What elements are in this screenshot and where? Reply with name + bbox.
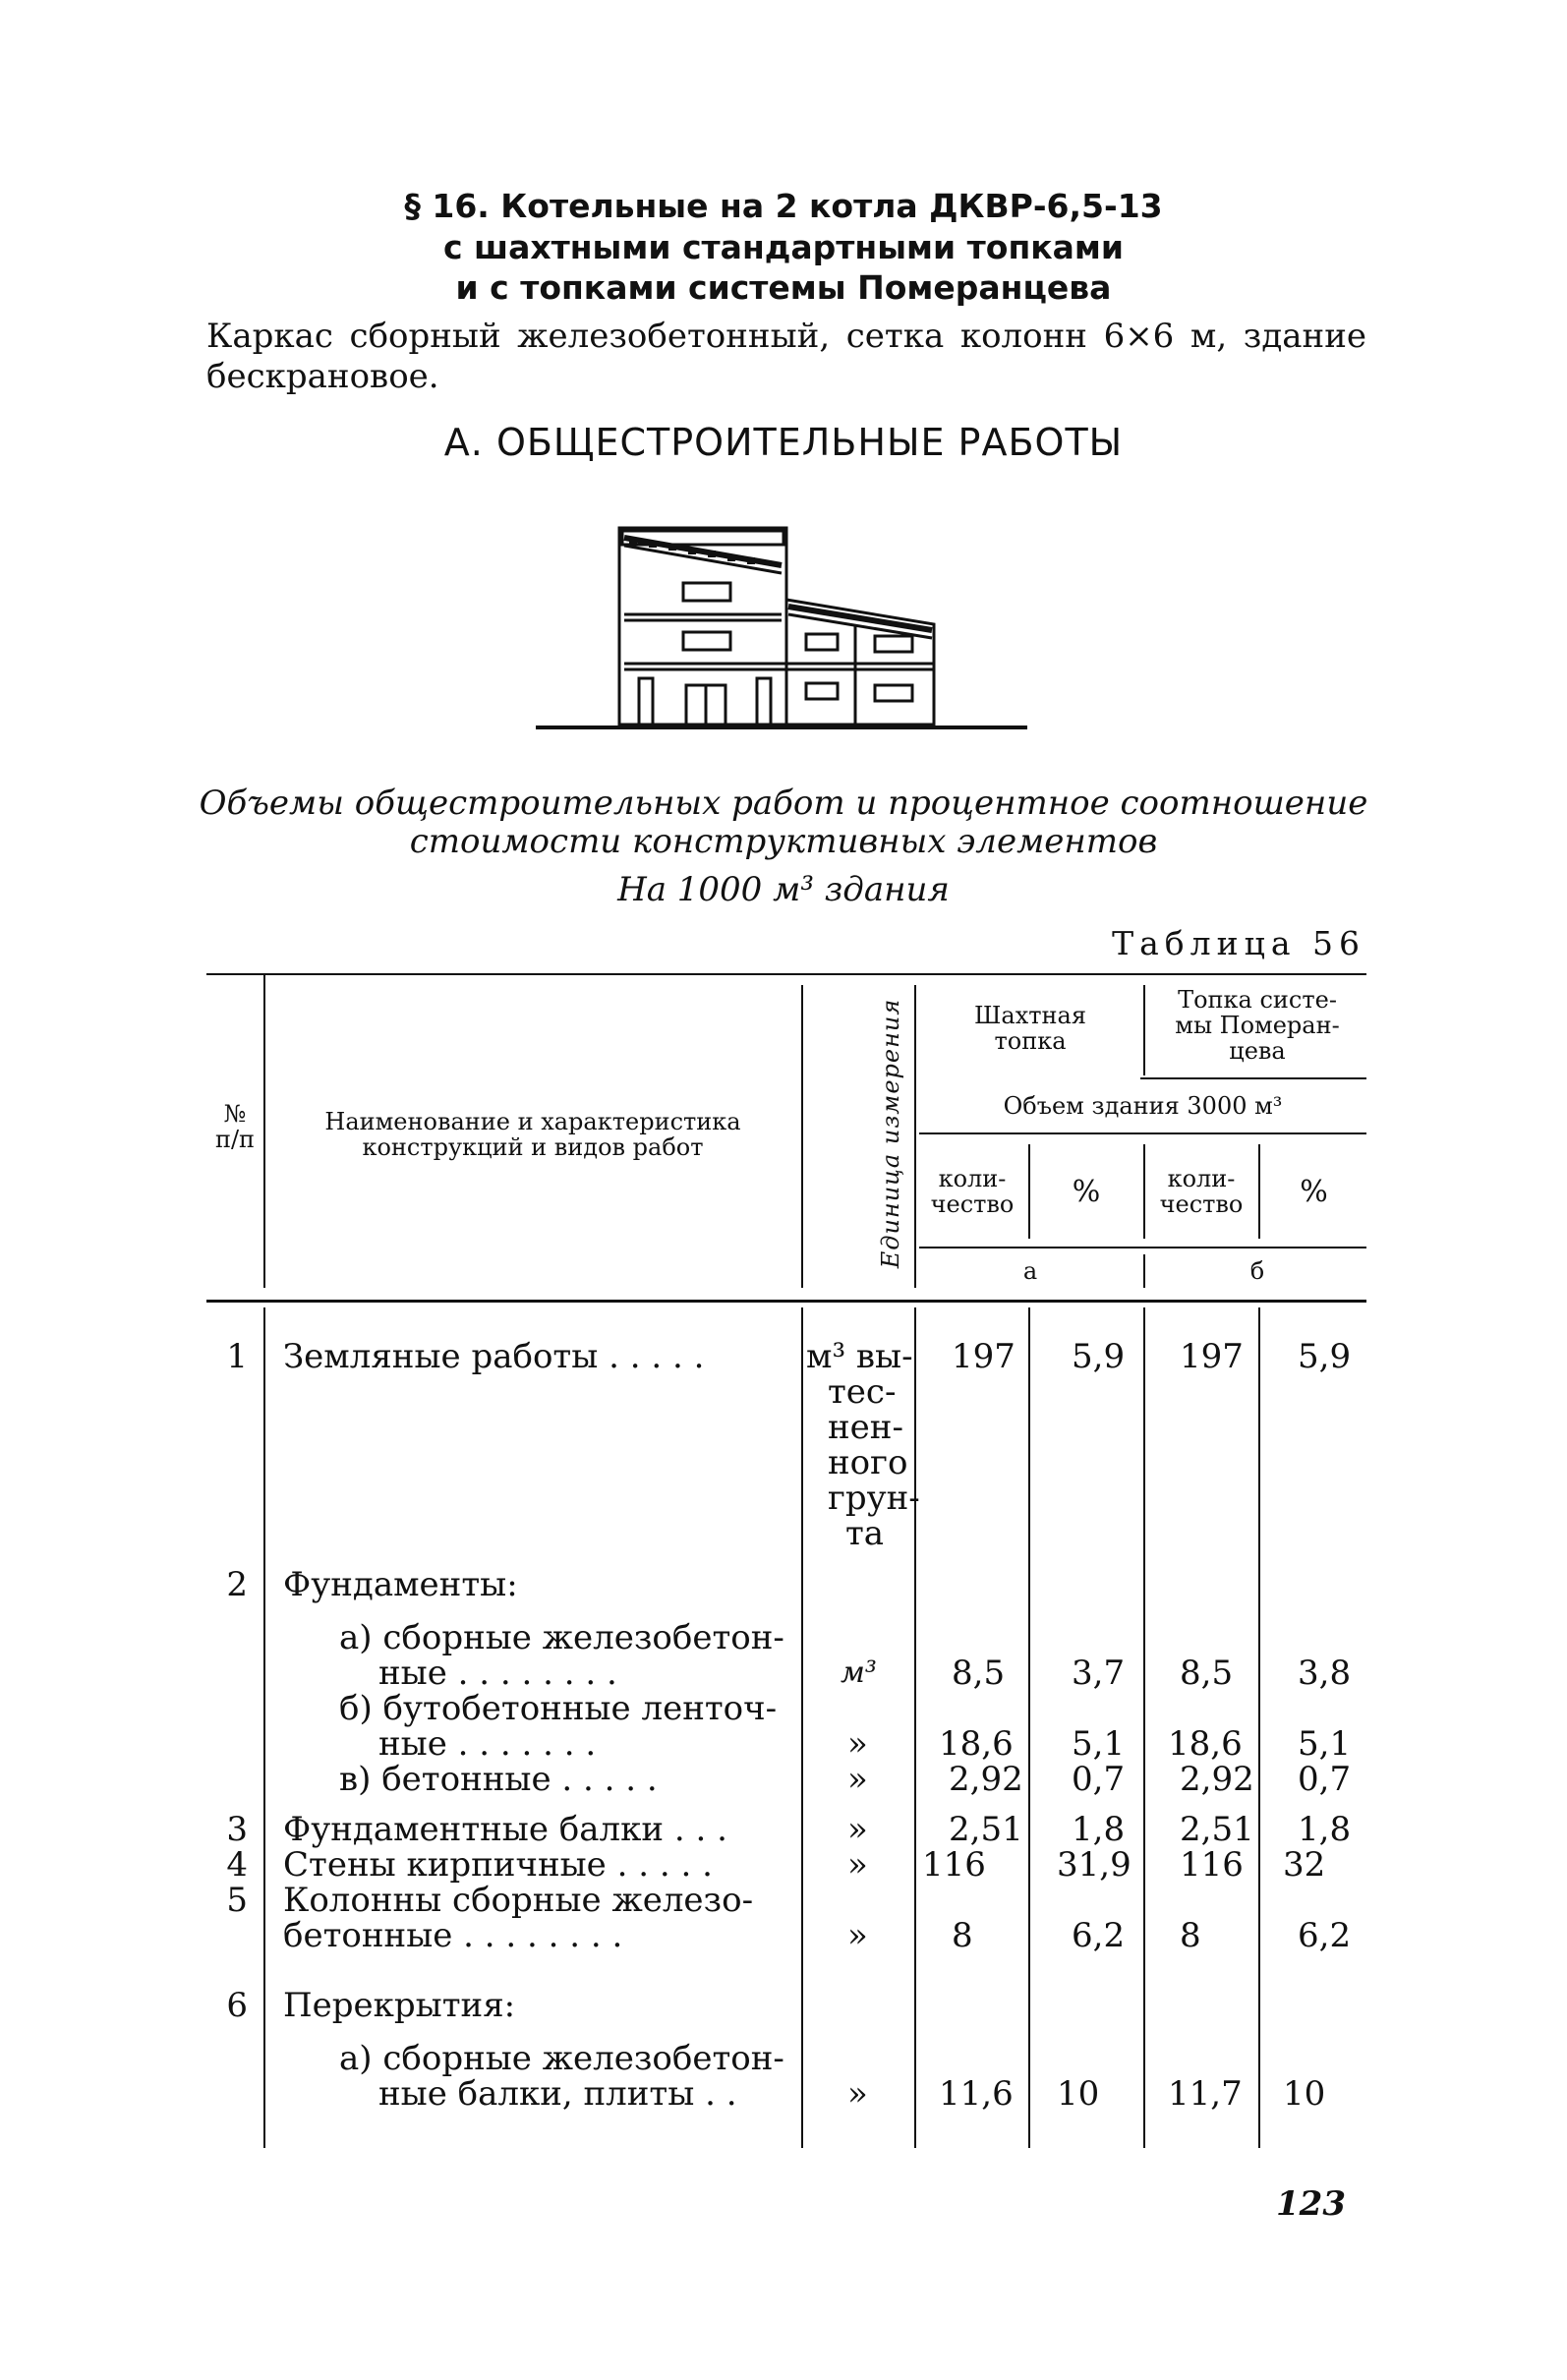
row-1-q1: 197 — [952, 1337, 1016, 1376]
row-1-p1: 5,9 — [1072, 1337, 1126, 1376]
row-1-name: Земляные работы . . . . . — [283, 1337, 705, 1376]
row-6a-q2: 11,7 — [1168, 2074, 1243, 2114]
row-5-p1: 6,2 — [1072, 1916, 1126, 1955]
row-2c-p1: 0,7 — [1072, 1760, 1126, 1799]
row-6a-name-1: а) сборные железобетон- — [339, 2039, 784, 2078]
header-vline-8 — [1143, 1254, 1145, 1288]
row-5-q1: 8 — [952, 1916, 973, 1955]
row-2b-name-2: ные . . . . . . . — [378, 1724, 597, 1764]
header-pom-1: Топка систе- — [1178, 986, 1337, 1014]
header-vline-7 — [1258, 1144, 1260, 1239]
row-1-unit-5: грун- — [828, 1479, 920, 1518]
row-5-name-1: Колонны сборные железо- — [283, 1881, 754, 1920]
section-heading-line-1: § 16. Котельные на 2 котла ДКВР-6,5-13 — [404, 187, 1163, 225]
table-caption-per: На 1000 м³ здания — [617, 870, 950, 909]
header-rule-3 — [919, 1247, 1366, 1248]
row-2b-unit: » — [847, 1724, 868, 1764]
header-pct-a: % — [1072, 1175, 1101, 1209]
body-vline-3 — [914, 1307, 916, 2148]
body-vline-2 — [801, 1307, 803, 2148]
header-vline-1 — [263, 973, 265, 1288]
header-pom-3: цева — [1229, 1037, 1286, 1065]
row-4-q1: 116 — [922, 1845, 986, 1885]
row-2b-q1: 18,6 — [939, 1724, 1014, 1764]
row-5-name-2: бетонные . . . . . . . . — [283, 1916, 623, 1955]
section-title: А. ОБЩЕСТРОИТЕЛЬНЫЕ РАБОТЫ — [443, 421, 1124, 464]
body-vline-5 — [1143, 1307, 1145, 2148]
row-2a-name-2: ные . . . . . . . . — [378, 1654, 617, 1693]
row-3-p1: 1,8 — [1072, 1810, 1126, 1849]
header-shaft-1: Шахтная — [974, 1002, 1086, 1029]
header-col-a: а — [1022, 1257, 1038, 1285]
row-2b-p2: 5,1 — [1298, 1724, 1352, 1764]
header-pct-b: % — [1300, 1175, 1328, 1209]
row-2a-p1: 3,7 — [1072, 1654, 1126, 1693]
row-1-unit-3: нен- — [828, 1408, 903, 1447]
page-number: 123 — [1276, 2184, 1346, 2224]
row-1-no: 1 — [226, 1337, 248, 1376]
row-5-q2: 8 — [1180, 1916, 1201, 1955]
row-4-no: 4 — [226, 1845, 248, 1885]
row-3-q1: 2,51 — [949, 1810, 1023, 1849]
row-5-no: 5 — [226, 1881, 248, 1920]
row-4-p1: 31,9 — [1057, 1845, 1132, 1885]
header-name-2: конструкций и видов работ — [362, 1133, 704, 1161]
row-2-name: Фундаменты: — [283, 1565, 518, 1604]
header-rule-2 — [919, 1132, 1366, 1134]
header-pom-2: мы Померан- — [1175, 1012, 1340, 1039]
body-vline-4 — [1028, 1307, 1030, 2148]
row-6-no: 6 — [226, 1986, 248, 2025]
row-1-unit-1: м³ вы- — [806, 1337, 913, 1376]
header-vline-6 — [1143, 1144, 1145, 1239]
row-4-p2: 32 — [1283, 1845, 1326, 1885]
row-3-no: 3 — [226, 1810, 248, 1849]
header-qty-a-2: чество — [930, 1190, 1015, 1218]
table-caption-line-1: Объемы общестроительных работ и процентное соотношение — [199, 784, 1368, 823]
row-5-unit: » — [847, 1916, 868, 1955]
row-6a-name-2: ные балки, плиты . . — [378, 2074, 737, 2114]
table-top-rule — [206, 973, 1366, 975]
header-vline-5 — [1028, 1144, 1030, 1239]
header-unit: Единица измерения — [877, 998, 904, 1269]
row-5-p2: 6,2 — [1298, 1916, 1352, 1955]
row-6a-q1: 11,6 — [939, 2074, 1014, 2114]
header-qty-a-1: коли- — [938, 1165, 1007, 1192]
row-2a-unit: м³ — [841, 1655, 877, 1690]
row-1-p2: 5,9 — [1298, 1337, 1352, 1376]
row-4-name: Стены кирпичные . . . . . — [283, 1845, 713, 1885]
row-2c-unit: » — [847, 1760, 868, 1799]
row-2c-p2: 0,7 — [1298, 1760, 1352, 1799]
section-heading-line-3: и с топками системы Померанцева — [455, 268, 1112, 307]
header-no-2: п/п — [214, 1126, 256, 1153]
header-name-1: Наименование и характеристика — [324, 1108, 741, 1135]
row-2a-q2: 8,5 — [1180, 1654, 1234, 1693]
body-vline-1 — [263, 1307, 265, 2148]
header-no: № — [223, 1100, 247, 1128]
table-caption-line-2: стоимости конструктивных элементов — [409, 822, 1158, 861]
row-2c-name: в) бетонные . . . . . — [339, 1760, 658, 1799]
row-6a-unit: » — [847, 2074, 868, 2114]
header-col-b: б — [1249, 1257, 1265, 1285]
row-4-unit: » — [847, 1845, 868, 1885]
row-1-unit-2: тес- — [828, 1372, 897, 1412]
row-3-unit: » — [847, 1810, 868, 1849]
row-1-unit-6: та — [845, 1514, 885, 1553]
body-vline-6 — [1258, 1307, 1260, 2148]
row-2a-q1: 8,5 — [952, 1654, 1006, 1693]
table-number: Таблица 56 — [1112, 924, 1365, 962]
row-2c-q2: 2,92 — [1180, 1760, 1254, 1799]
header-qty-b-1: коли- — [1167, 1165, 1236, 1192]
row-6-name: Перекрытия: — [283, 1986, 516, 2025]
row-1-unit-4: ного — [828, 1443, 908, 1482]
intro-line-2: бескрановое. — [206, 357, 439, 396]
building-section-drawing — [531, 516, 1042, 737]
row-2b-name-1: б) бутобетонные ленточ- — [339, 1689, 778, 1728]
row-3-name: Фундаментные балки . . . — [283, 1810, 727, 1849]
row-2a-name-1: а) сборные железобетон- — [339, 1618, 784, 1657]
row-2b-p1: 5,1 — [1072, 1724, 1126, 1764]
header-vline-3 — [914, 985, 916, 1288]
row-1-q2: 197 — [1180, 1337, 1244, 1376]
row-2-no: 2 — [226, 1565, 248, 1604]
row-6a-p2: 10 — [1283, 2074, 1326, 2114]
row-6a-p1: 10 — [1057, 2074, 1100, 2114]
header-qty-b-2: чество — [1159, 1190, 1244, 1218]
row-2b-q2: 18,6 — [1168, 1724, 1243, 1764]
header-vline-2 — [801, 985, 803, 1288]
header-shaft-2: топка — [994, 1027, 1067, 1055]
row-2c-q1: 2,92 — [949, 1760, 1023, 1799]
header-bottom-rule — [206, 1300, 1366, 1303]
row-3-q2: 2,51 — [1180, 1810, 1254, 1849]
header-vline-4 — [1143, 985, 1145, 1075]
row-3-p2: 1,8 — [1298, 1810, 1352, 1849]
header-volume: Объем здания 3000 м³ — [1003, 1092, 1283, 1120]
section-heading-line-2: с шахтными стандартными топками — [442, 228, 1125, 266]
row-2a-p2: 3,8 — [1298, 1654, 1352, 1693]
intro-line-1: Каркас сборный железобетонный, сетка колонн 6×6 м, здание — [206, 317, 1366, 356]
header-rule-1 — [1140, 1077, 1366, 1079]
row-4-q2: 116 — [1180, 1845, 1244, 1885]
